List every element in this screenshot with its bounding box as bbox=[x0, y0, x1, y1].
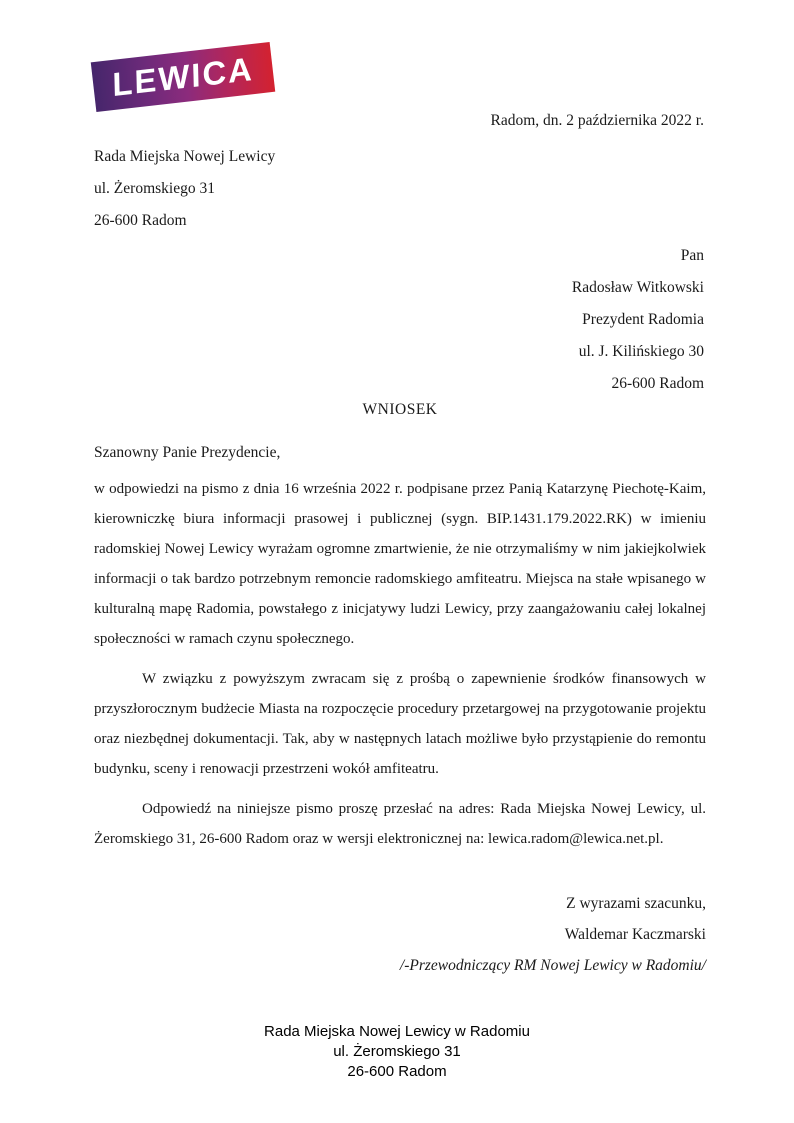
recipient-line: Pan bbox=[680, 247, 704, 264]
page-footer bbox=[0, 1022, 794, 1082]
letter-title: WNIOSEK bbox=[362, 401, 438, 418]
salutation: Szanowny Panie Prezydencie, bbox=[94, 444, 281, 461]
footer-line: ul. Żeromskiego 31 bbox=[333, 1043, 461, 1060]
paragraph: Odpowiedź na niniejsze pismo proszę przesłać na adres: Rada Miejska Nowej Lewicy, ul. Żeromskiego 31, 26-600 Radom oraz w wersji elektronicznej na: lewica.radom@lewica.net.pl. bbox=[94, 801, 706, 847]
sender-address bbox=[94, 141, 275, 237]
signatory-role: /-Przewodniczący RM Nowej Lewicy w Radomiu/ bbox=[399, 957, 706, 974]
recipient-line: 26-600 Radom bbox=[611, 375, 704, 392]
paragraph: w odpowiedzi na pismo z dnia 16 września 2022 r. podpisane przez Panią Katarzynę Piechotę-Kaim, kierowniczkę biura informacji prasowej i publicznej (sygn. BIP.1431.179.2022.RK) w imieniu radomskiej Nowej Lewicy wyrażam ogromne zmartwienie, że nie otrzymaliśmy w nim jakiejkolwiek informacji o tak bardzo potrzebnym remoncie radomskiego amfiteatru. Miejsca na stałe wpisanego w kulturalną mapę Radomia, powstałego z inicjatywy ludzi Lewicy, przy zaangażowaniu całej lokalnej społeczności w ramach czynu społecznego. bbox=[94, 481, 706, 647]
letter-body bbox=[94, 398, 706, 981]
recipient-line: Prezydent Radomia bbox=[582, 311, 704, 328]
lewica-logo bbox=[91, 42, 276, 112]
lewica-logo-text: LEWICA bbox=[111, 49, 255, 103]
closing-line: Z wyrazami szacunku, bbox=[566, 895, 706, 912]
footer-line: Rada Miejska Nowej Lewicy w Radomiu bbox=[264, 1023, 530, 1040]
sender-line: Rada Miejska Nowej Lewicy bbox=[94, 148, 276, 165]
signature-block bbox=[94, 888, 706, 981]
sender-line: 26-600 Radom bbox=[94, 212, 187, 229]
recipient-line: ul. J. Kilińskiego 30 bbox=[578, 343, 704, 360]
paragraph: W związku z powyższym zwracam się z prośbą o zapewnienie środków finansowych w przyszłorocznym budżecie Miasta na rozpoczęcie procedury przetargowej na przygotowanie projektu oraz niezbędnej dokumentacji. Tak, aby w następnych latach możliwe było przystąpienie do remontu budynku, sceny i renowacji przestrzeni wokół amfiteatru. bbox=[94, 671, 706, 777]
date-line: Radom, dn. 2 października 2022 r. bbox=[490, 112, 704, 129]
sender-line: ul. Żeromskiego 31 bbox=[94, 180, 215, 197]
signatory-name: Waldemar Kaczmarski bbox=[564, 926, 706, 943]
footer-line: 26-600 Radom bbox=[347, 1063, 447, 1080]
recipient-address bbox=[572, 240, 704, 400]
recipient-line: Radosław Witkowski bbox=[571, 279, 704, 296]
